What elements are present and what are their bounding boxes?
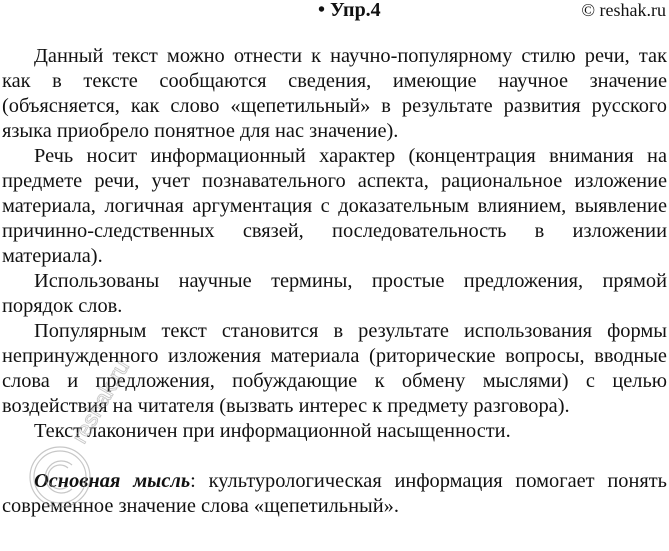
watermark-text: reshak.ru [66,355,135,448]
paragraph-concise: Текст лаконичен при информационной насыщенности. [34,420,511,442]
paragraph-style: Данный текст можно отнести к научно-популярному стилю речи, так как в тексте сообщаются сведения, имеющие научное значение (объясняется, как слово «щепетильный» в результате развития русского языка приобрело понятное для нас значение). [2,45,667,142]
paragraph-character: Речь носит информационный характер (концентрация внимания на предмете речи, учет познавательного аспекта, рациональное изложение материала, логичная аргументация с доказательным влиянием, выявление причинно-следственных связей, последовательность в изложении материала). [2,145,667,267]
exercise-title: • Упр.4 [318,0,381,21]
main-idea-text: культурологическая информация помогает понять современное значение слова «щепетильный». [2,470,667,517]
copyright-notice: © reshak.ru [581,0,666,20]
main-idea-paragraph [2,469,667,519]
main-idea-label: Основная мысль [34,470,191,492]
paragraph-popular: Популярным текст становится в результате использования формы непринужденного изложения материала (риторические вопросы, вводные слова и предложения, побуждающие к обмену мыслями) с целью воздействия на читателя (вызвать интерес к предмету разговора). [2,320,667,417]
answer-text [2,44,667,519]
paragraph-syntax: Использованы научные термины, простые предложения, прямой порядок слов. [2,270,667,317]
page-header [0,0,669,24]
blank-line [2,444,667,469]
main-idea-separator: : [190,470,196,492]
